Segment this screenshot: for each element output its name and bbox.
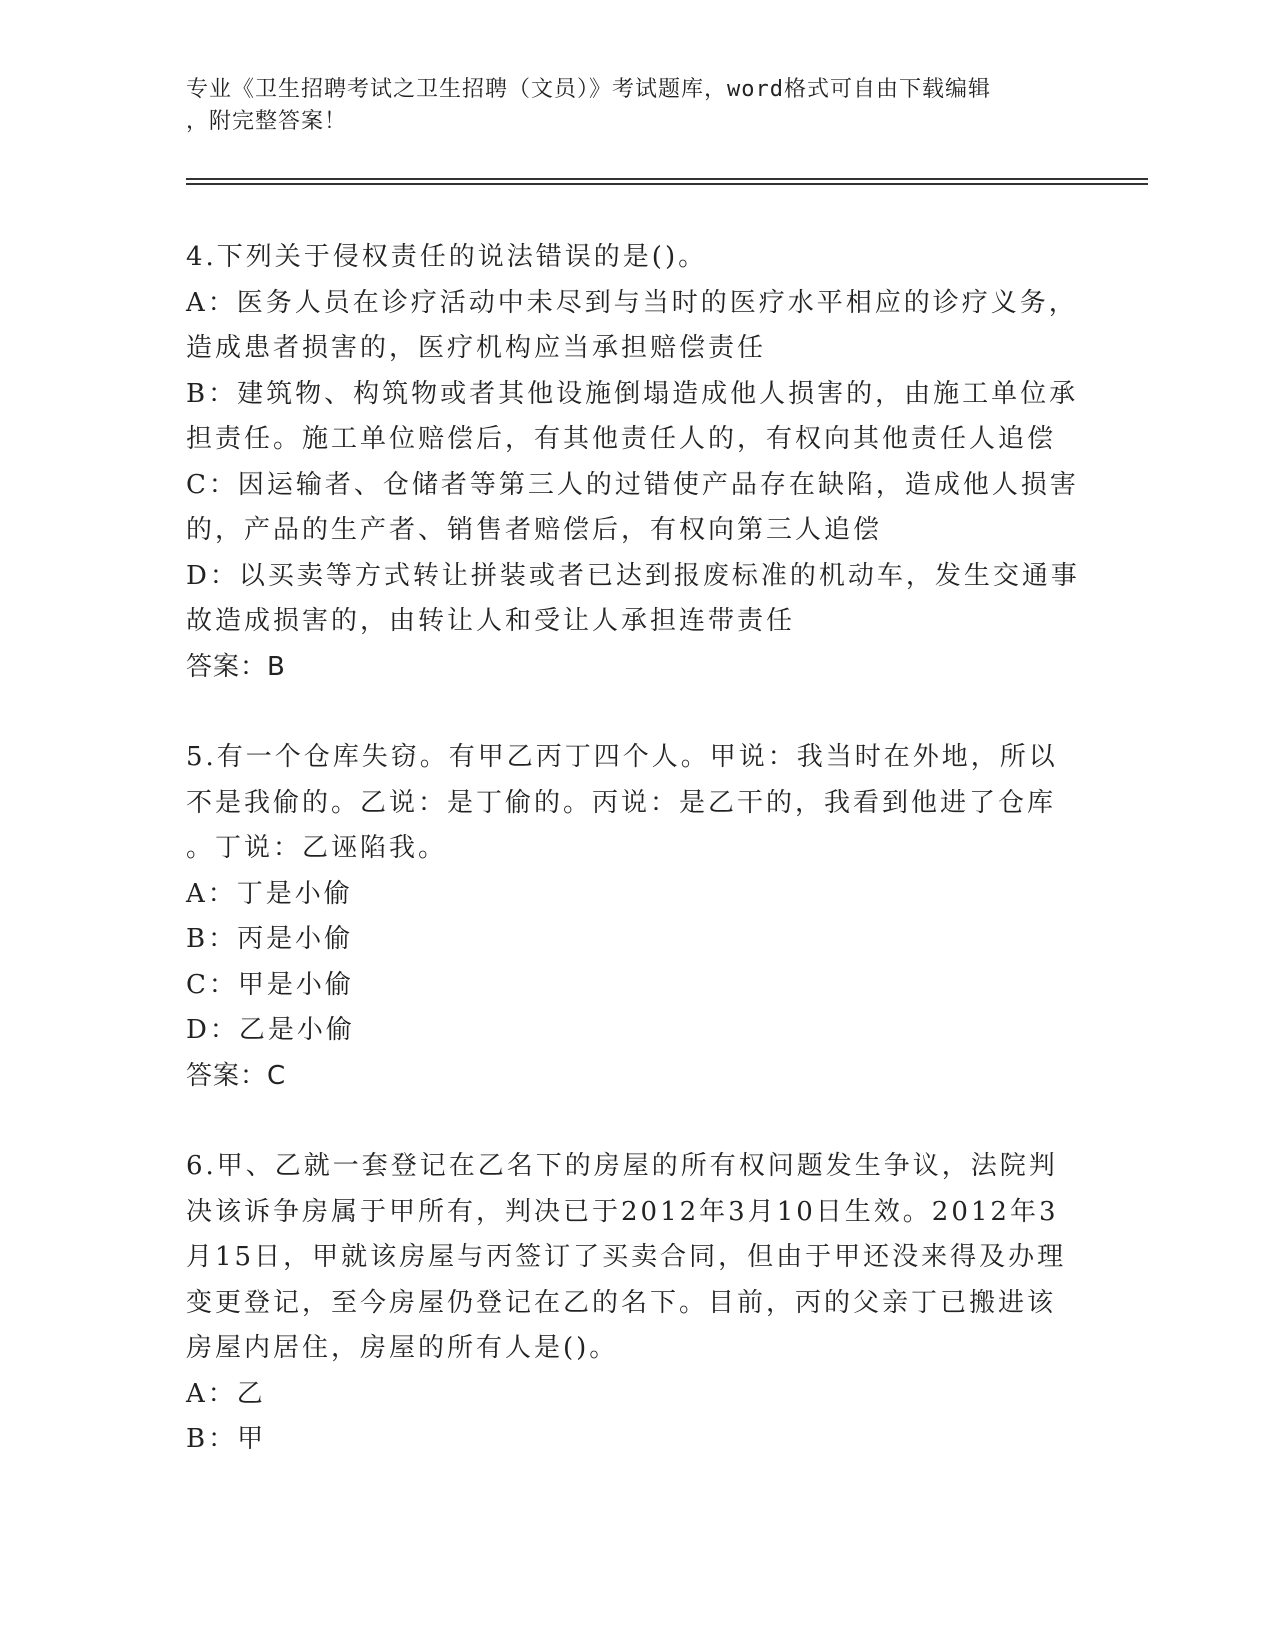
- question-line: B：丙是小偷: [186, 924, 354, 954]
- question-line: 4.下列关于侵权责任的说法错误的是()。: [186, 242, 708, 272]
- question-line: 造成患者损害的，医疗机构应当承担赔偿责任: [186, 333, 767, 363]
- question-line: 月15日，甲就该房屋与丙签订了买卖合同，但由于甲还没来得及办理: [186, 1242, 1067, 1272]
- question-line: D：以买卖等方式转让拼装或者已达到报废标准的机动车，发生交通事: [186, 560, 1080, 591]
- answer-label: 答案：C: [186, 1060, 287, 1091]
- question-list: [186, 235, 1086, 1463]
- question-line: 房屋内居住，房屋的所有人是()。: [186, 1333, 619, 1363]
- header-divider-top: [186, 178, 1148, 180]
- question-line: 。丁说：乙诬陷我。: [186, 833, 448, 863]
- question-line: A：乙: [186, 1378, 266, 1409]
- question-line: 故造成损害的，由转让人和受让人承担连带责任: [186, 606, 796, 636]
- page-header: [186, 74, 1066, 138]
- question-line: B：建筑物、构筑物或者其他设施倒塌造成他人损害的，由施工单位承: [186, 378, 1079, 409]
- question-line: 决该诉争房属于甲所有，判决已于2012年3月10日生效。2012年3: [186, 1196, 1059, 1227]
- question-line: 不是我偷的。乙说：是丁偷的。丙说：是乙干的，我看到他进了仓库: [186, 787, 1057, 818]
- header-line-2: ，附完整答案！: [186, 109, 348, 134]
- question-line: 担责任。施工单位赔偿后，有其他责任人的，有权向其他责任人追偿: [186, 424, 1057, 454]
- question-6: [186, 1144, 1086, 1463]
- question-4: [186, 235, 1086, 690]
- question-line: D：乙是小偷: [186, 1015, 355, 1045]
- question-line: B：甲: [186, 1424, 267, 1454]
- question-line: 6.甲、乙就一套登记在乙名下的房屋的所有权问题发生争议，法院判: [186, 1151, 1058, 1181]
- question-line: C：因运输者、仓储者等第三人的过错使产品存在缺陷，造成他人损害: [186, 469, 1079, 500]
- question-line: C：甲是小偷: [186, 969, 354, 1000]
- question-5: [186, 735, 1086, 1099]
- question-line: 的，产品的生产者、销售者赔偿后，有权向第三人追偿: [186, 515, 883, 545]
- header-divider-bottom: [186, 183, 1148, 185]
- header-line-1: 专业《卫生招聘考试之卫生招聘（文员）》考试题库，word格式可自由下载编辑: [186, 77, 991, 102]
- question-line: 5.有一个仓库失窃。有甲乙丙丁四个人。甲说：我当时在外地，所以: [186, 742, 1058, 772]
- question-line: 变更登记，至今房屋仍登记在乙的名下。目前，丙的父亲丁已搬进该: [186, 1287, 1057, 1318]
- question-line: A：丁是小偷: [186, 878, 353, 909]
- answer-label: 答案：B: [186, 651, 286, 682]
- question-line: A：医务人员在诊疗活动中未尽到与当时的医疗水平相应的诊疗义务，: [186, 287, 1078, 318]
